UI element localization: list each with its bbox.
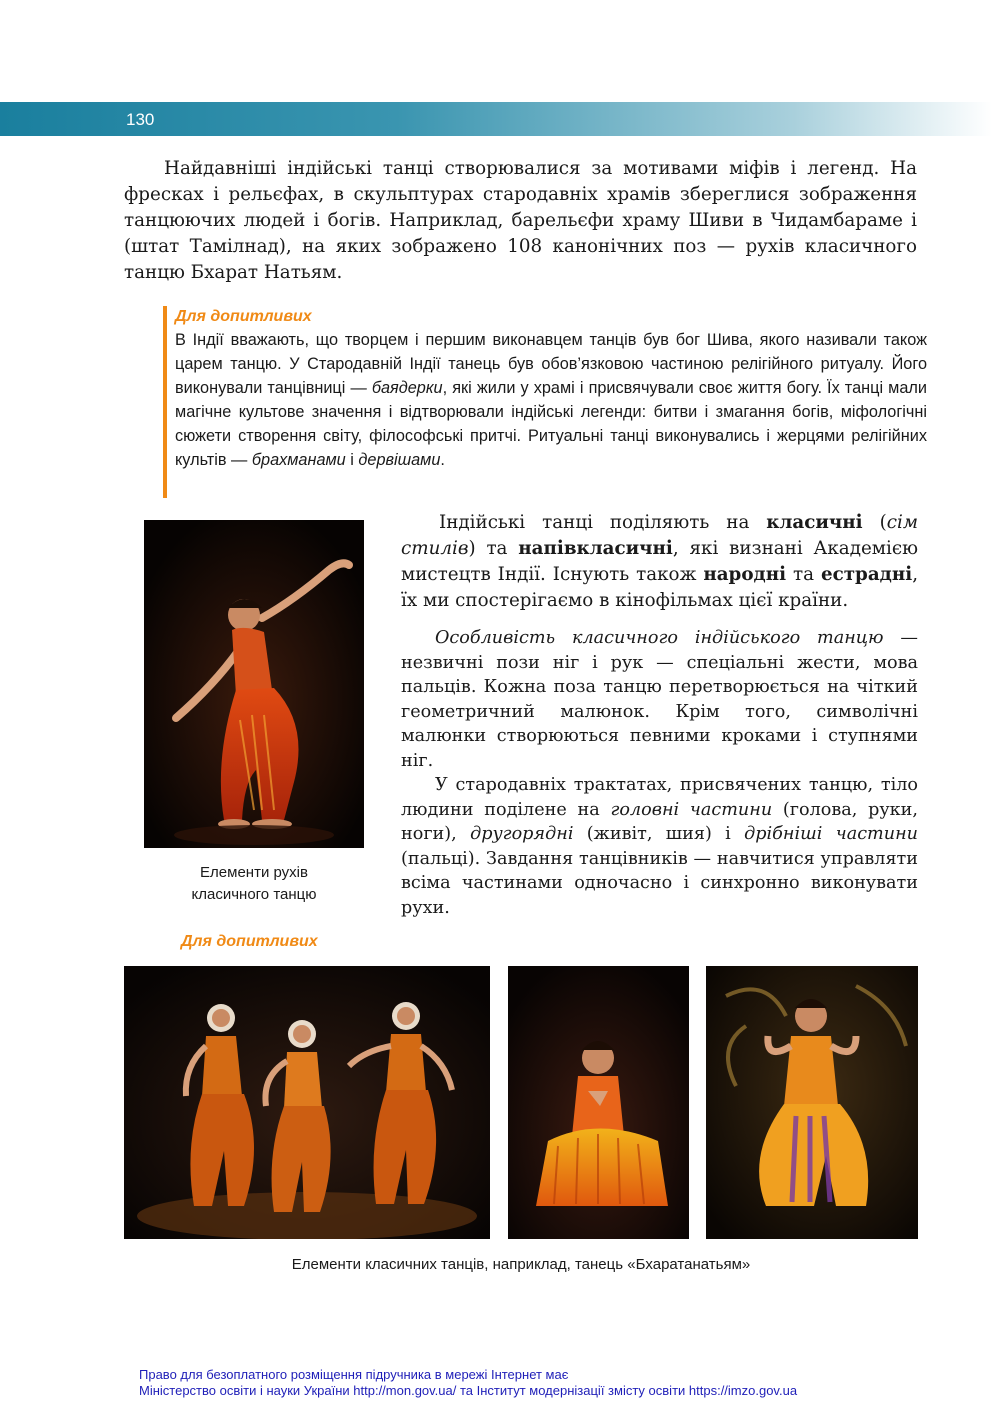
p1-italic-styles: сім стилів <box>401 512 918 559</box>
aside-text-1: В Індії вважають, що творцем і першим виконавцем танців був бог Шива, якого називали також царем танцю. У Стародавній Індії танець був обов’язковою частиною релігійного ритуалу. Його виконували танцівниці — <box>175 331 927 397</box>
posing-dancer-photo <box>706 966 918 1239</box>
dancer-photo-caption <box>144 862 364 906</box>
aside-text-2: , які жили у храмі і присвячували своє життя богу. Їх танці мали магічне культове значення і відтворювали індійські легенди: битви і змагання богів, міфологічні сюжети створення світу, філософські притчі. Ритуальні танці виконувались і жерцями релігійних культів — <box>175 379 927 469</box>
p3-text-c: (голова, руки, ноги), <box>401 799 918 844</box>
p1-text-i: та <box>786 564 821 585</box>
treatises-paragraph <box>401 773 918 920</box>
curiosity-label: Для допитливих <box>181 933 318 950</box>
photos-caption: Елементи класичних танців, наприклад, танець «Бхаратанатьям» <box>291 1256 751 1273</box>
page-number: 130 <box>126 110 155 129</box>
aside-text-3: і <box>345 451 359 469</box>
p1-bold-folk: народні <box>703 564 787 585</box>
p1-text-a: Індійські танці поділяють на <box>439 512 767 533</box>
p2-text-b: — незвичні пози ніг і рук — спеціальні жести, мова пальців. Кожна поза танцю перетворюється на чіткий геометричний малюнок. Крім того, символічні малюнки створюються певними кроками і ступнями ніг. <box>401 628 918 771</box>
p1-text-k: , їх ми спостерігаємо в кінофільмах цієї країни. <box>401 564 918 611</box>
intro-text: Найдавніші індійські танці створювалися за мотивами міфів і легенд. На фресках і рельєфах, в скульптурах стародавніх храмів збереглися зображення танцюючих людей і богів. Наприклад, барельєфи храму Шиви в Чидамбараме і (штат Тамілнад), на яких зображено 108 канонічних поз — рухів класичного танцю Бхарат Натьям. <box>124 158 917 283</box>
dance-types-paragraph <box>401 510 918 614</box>
p3-text-a: У стародавніх трактатах, присвячених танцю, тіло людини поділене на <box>401 775 918 820</box>
p1-text-e: ) та <box>468 538 519 559</box>
curiosity-box-title: Для допитливих <box>175 308 312 325</box>
p2-italic-feature: Особливість класичного індійського танцю <box>435 628 884 648</box>
curiosity-box <box>163 306 927 498</box>
aside-italic-3: дервішами <box>358 451 441 469</box>
p3-italic-secondary: другорядні <box>470 824 574 844</box>
license-footer <box>139 1367 899 1399</box>
classification-text <box>401 510 918 920</box>
intro-paragraph <box>124 156 917 286</box>
aside-text-4: . <box>440 451 445 469</box>
p1-bold-classic: класичні <box>766 512 863 533</box>
p3-text-g: (пальці). Завдання танцівників — навчитися управляти всіма частинами одночасно і синхронно виконувати рухи. <box>401 848 918 918</box>
dancer-photo-caption-line2: класичного танцю <box>191 886 317 903</box>
p1-bold-semiclassic: напівкласичні <box>518 538 673 559</box>
dancer-photo <box>144 520 364 848</box>
aside-italic-2: брахманами <box>251 451 346 469</box>
aside-italic-1: баядерки <box>371 379 443 397</box>
p1-text-g: , які визнані Академією мистецтв Індії. Існують також <box>401 538 918 585</box>
license-footer-line1: Право для безоплатного розміщення підручника в мережі Інтернет має <box>139 1367 569 1382</box>
dancer-photo-caption-line1: Елементи рухів <box>200 864 308 881</box>
p1-text-c: ( <box>862 512 887 533</box>
group-dancers-photo <box>124 966 490 1239</box>
p1-bold-pop: естрадні <box>820 564 913 585</box>
seated-dancer-photo <box>508 966 689 1239</box>
p3-italic-main-parts: головні частини <box>610 799 773 820</box>
features-paragraph <box>401 626 918 773</box>
p3-italic-small-parts: дрібніші частини <box>744 824 918 844</box>
p3-text-e: (живіт, шия) і <box>573 824 745 844</box>
license-footer-line2: Міністерство освіти і науки України http://mon.gov.ua/ та Інститут модернізації змісту освіти https://imzo.gov.ua <box>139 1383 798 1398</box>
curiosity-box-text <box>175 328 927 472</box>
